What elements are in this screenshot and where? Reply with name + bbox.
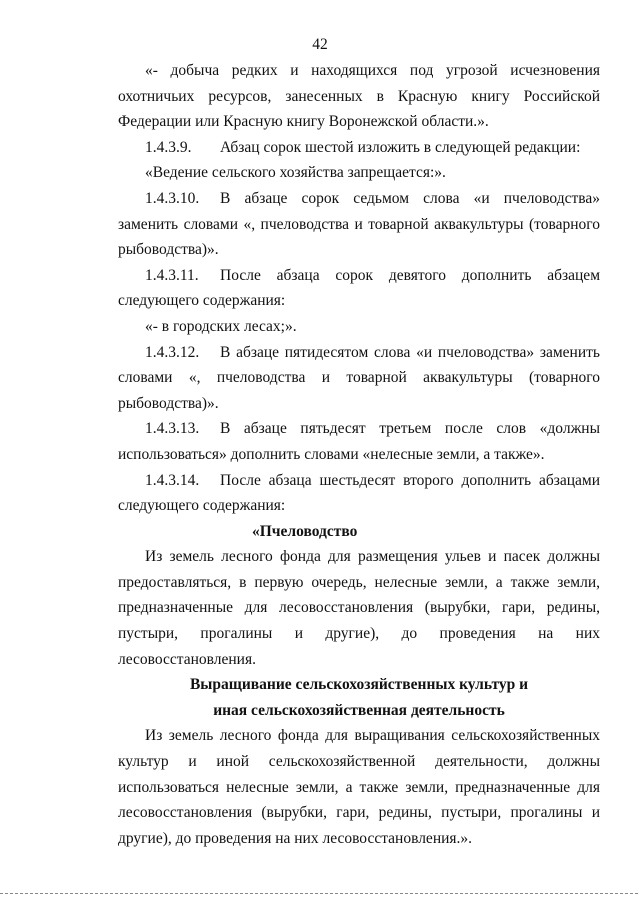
- paragraph-beekeeping: Из земель лесного фонда для размещения ульев и пасек должны предоставляться, в первую очередь, нелесные земли, а также земли, предназначенные для лесовосстановления (вырубки, гари, редины, пустыри, прогалины и другие), до проведения на них лесовосстановления.: [118, 548, 600, 668]
- paragraph-1-4-3-13: [118, 416, 600, 467]
- paragraph-quote-agriculture: «Ведение сельского хозяйства запрещается:».: [145, 164, 446, 182]
- paragraph-crops: Из земель лесного фонда для выращивания сельскохозяйственных культур и иной сельскохозяйственной деятельности, должны использоваться нелесные земли, а также земли, предназначенные для лесовосстановления (вырубки, гари, редины, пустыри, прогалины и другие), до проведения на них лесовосстановления.».: [118, 727, 600, 847]
- page-number: 42: [312, 36, 328, 53]
- clause-number: 1.4.3.12.: [145, 343, 200, 361]
- paragraph-quote-rare-resources: «- добыча редких и находящихся под угрозой исчезновения охотничьих ресурсов, занесенных в Красную книгу Российской Федерации или Красную книгу Воронежской области.».: [118, 62, 600, 131]
- clause-number: 1.4.3.11.: [145, 266, 199, 284]
- document-body: [118, 58, 600, 851]
- clause-text: После абзаца шестьдесят второго дополнить абзацами следующего содержания:: [118, 471, 600, 515]
- heading-beekeeping: «Пчеловодство: [252, 522, 358, 540]
- page-bottom-dotted-line: [0, 893, 640, 894]
- paragraph-1-4-3-12: [118, 340, 600, 417]
- clause-number: 1.4.3.13.: [145, 420, 200, 438]
- paragraph-1-4-3-11: [118, 263, 600, 314]
- clause-text: Абзац сорок шестой изложить в следующей редакции:: [220, 138, 581, 156]
- paragraph-1-4-3-9: [118, 135, 600, 161]
- clause-number: 1.4.3.10.: [145, 189, 200, 207]
- heading-crops-line-1: Выращивание сельскохозяйственных культур и: [189, 676, 529, 694]
- clause-number: 1.4.3.9.: [145, 138, 192, 156]
- paragraph-1-4-3-10: [118, 186, 600, 263]
- paragraph-1-4-3-14: [118, 468, 600, 519]
- paragraph-quote-city-forests: «- в городских лесах;».: [145, 317, 297, 335]
- clause-text: После абзаца сорок девятого дополнить абзацем следующего содержания:: [118, 266, 600, 310]
- clause-number: 1.4.3.14.: [145, 471, 200, 489]
- clause-text: В абзаце пятидесятом слова «и пчеловодства» заменить словами «, пчеловодства и товарной аквакультуры (товарного рыбоводства)».: [118, 343, 600, 412]
- clause-text: В абзаце сорок седьмом слова «и пчеловодства» заменить словами «, пчеловодства и товарной аквакультуры (товарного рыбоводства)».: [118, 189, 600, 259]
- heading-crops-line-2: иная сельскохозяйственная деятельность: [213, 701, 505, 719]
- clause-text: В абзаце пятьдесят третьем после слов «должны использоваться» дополнить словами «нелесные земли, а также».: [118, 420, 600, 463]
